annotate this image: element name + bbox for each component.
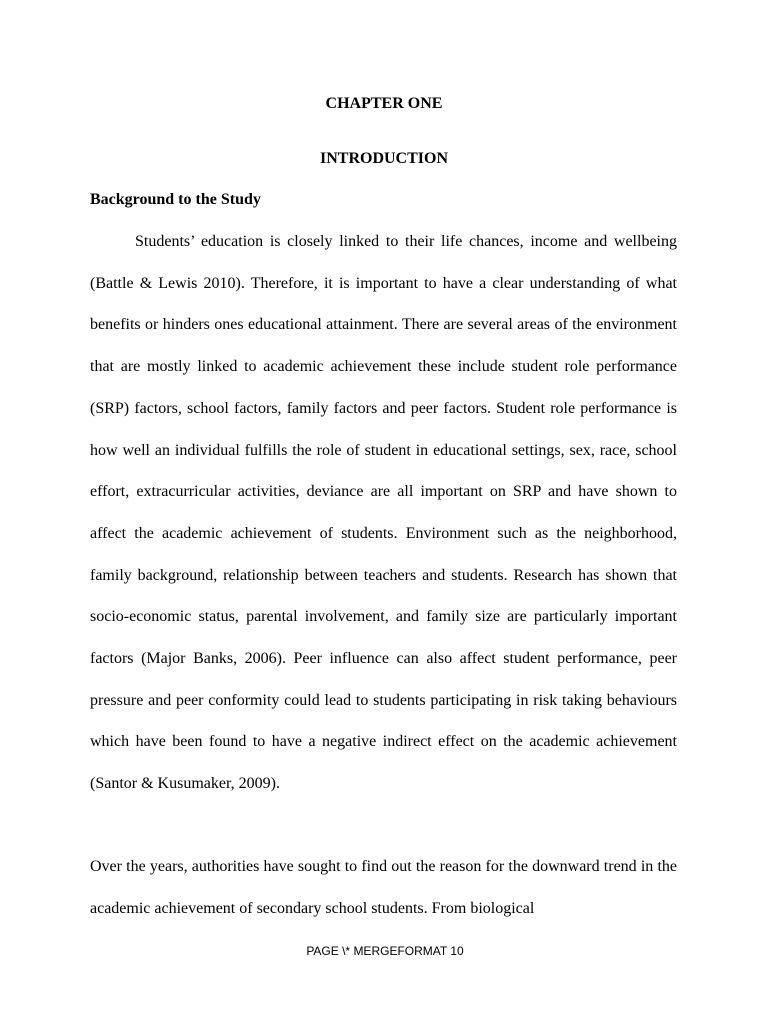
page-footer: PAGE \* MERGEFORMAT 10 xyxy=(306,944,464,958)
section-title: INTRODUCTION xyxy=(319,150,448,167)
body-paragraph-continued: Over the years, authorities have sought to find out the reason for the downward trend in the academic achievement of secondary school students. From biological xyxy=(90,858,677,917)
chapter-title: CHAPTER ONE xyxy=(325,95,443,112)
section-subheading: Background to the Study xyxy=(90,191,261,208)
body-paragraph: Students’ education is closely linked to their life chances, income and wellbeing (Battle & Lewis 2010). Therefore, it is important to have a clear understanding of what benefits or hinders ones educational attainment. There are several areas of the environment that are mostly linked to academic achievement these include student role performance (SRP) factors, school factors, family factors and peer factors. Student role performance is how well an individual fulfills the role of student in educational settings, sex, race, school effort, extracurricular activities, deviance are all important on SRP and have shown to affect the academic achievement of students. Environment such as the neighborhood, family background, relationship between teachers and students. Research has shown that socio-economic status, parental involvement, and family size are particularly important factors (Major Banks, 2006). Peer influence can also affect student performance, peer pressure and peer conformity could lead to students participating in risk taking behaviours which have been found to have a negative indirect effect on the academic achievement (Santor & Kusumaker, 2009). xyxy=(90,233,677,793)
